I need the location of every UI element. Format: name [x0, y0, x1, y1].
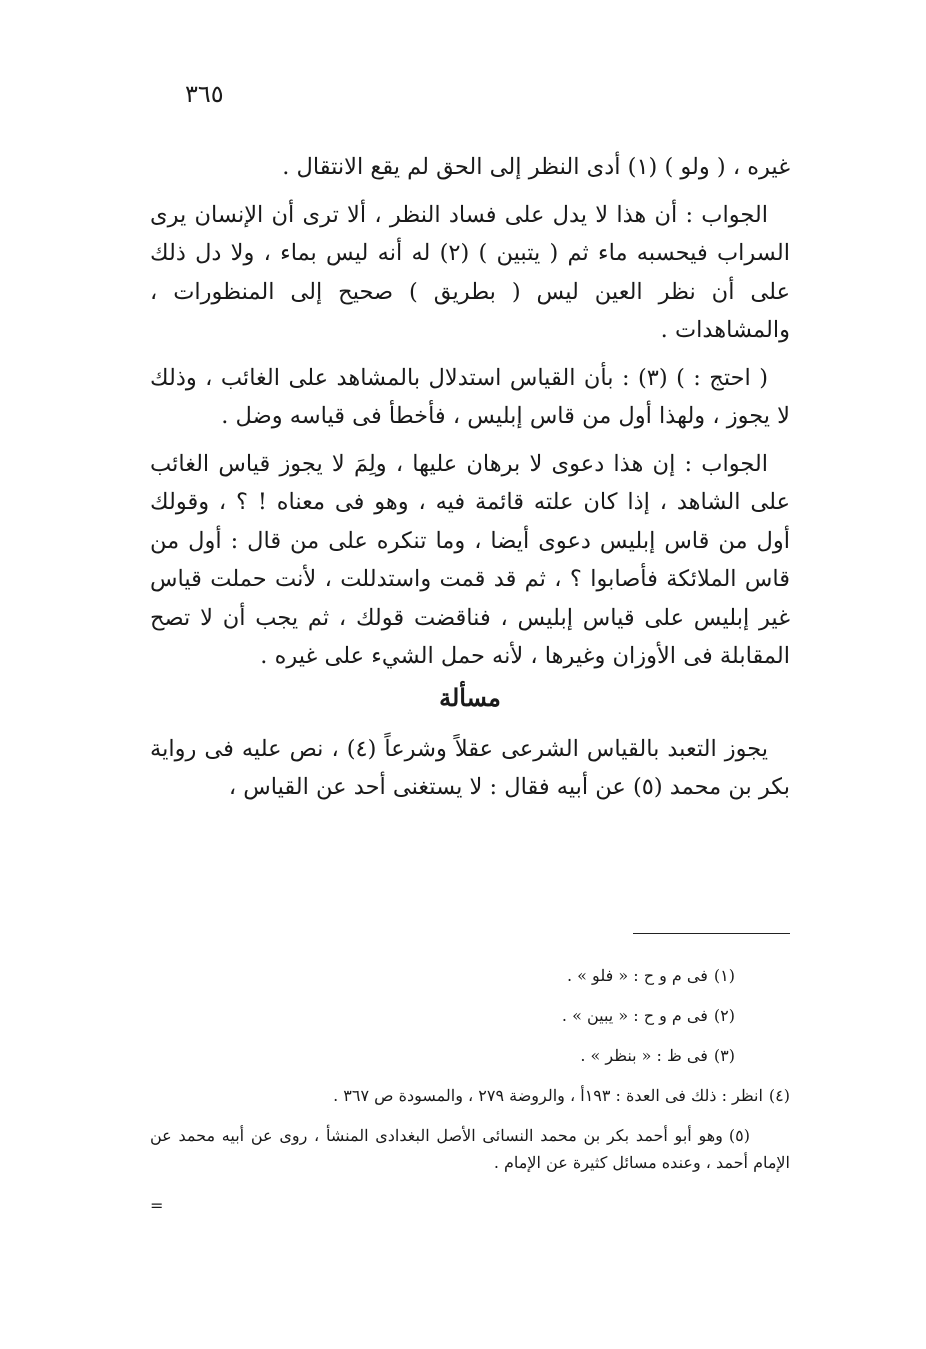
footnote-text: فى ظ : « بنظر » . — [580, 1046, 708, 1065]
footnote-number: (٢) — [713, 1006, 735, 1025]
paragraph: الجواب : أن هذا لا يدل على فساد النظر ، ألا ترى أن الإنسان يرى السراب فيحسبه ماء ثم ( يتبين ) (٢) له أنه ليس بماء ، ولا دل ذلك على أن نظر العين ليس ( بطريق ) صحيح إلى المنظورات ، والمشاهدات . — [150, 201, 790, 343]
footnote-number: (٣) — [713, 1046, 735, 1065]
footnote — [150, 1042, 790, 1069]
page-number: ٣٦٥ — [185, 80, 224, 108]
footnote-text: فى م و ح : « فلو » . — [567, 966, 708, 985]
section-paragraph: يجوز التعبد بالقياس الشرعى عقلاً وشرعاً (٤) ، نص عليه فى رواية بكر بن محمد (٥) عن أبيه فقال : لا يستغنى أحد عن القياس ، — [150, 735, 790, 800]
footnote — [150, 1002, 790, 1029]
footnotes — [150, 962, 790, 1215]
footnote-number: (١) — [713, 966, 735, 985]
footnote — [150, 1082, 790, 1109]
paragraph: الجواب : إن هذا دعوى لا برهان عليها ، ولِمَ لا يجوز قياس الغائب على الشاهد ، إذا كان علته قائمة فيه ، وهو فى معناه ! ؟ ، وقولك أول من قاس إبليس دعوى أيضا ، وما تنكره على من قال : أول من قاس الملائكة فأصابوا ؟ ، ثم قد قمت واستدللت ، لأنت حملت قياس غير إبليس على قياس إبليس ، فناقضت قولك ، ثم يجب أن لا تصح المقابلة فى الأوزان وغيرها ، لأنه حمل الشيء على غيره . — [150, 450, 790, 669]
footnote-text: انظر : ذلك فى العدة : ١٩٣أ ، والروضة ٢٧٩ ، والمسودة ص ٣٦٧ . — [333, 1086, 763, 1105]
footnote-text: فى م و ح : « يبين » . — [561, 1006, 708, 1025]
footnote-text: وهو أبو أحمد بكر بن محمد النسائى الأصل البغدادى المنشأ ، روى عن أبيه محمد عن الإمام أحمد ، وعنده مسائل كثيرة عن الإمام . — [150, 1126, 790, 1172]
footnote-separator — [633, 933, 790, 934]
section-heading: مسألة — [439, 682, 501, 712]
footnote — [150, 1122, 790, 1176]
footnote — [150, 962, 790, 989]
paragraph: ( احتج : ) (٣) : بأن القياس استدلال بالمشاهد على الغائب ، وذلك لا يجوز ، ولهذا أول من قاس إبليس ، فأخطأ فى قياسه وضل . — [150, 364, 790, 429]
footnote-number: (٥) — [728, 1126, 751, 1145]
continuation-mark: = — [150, 1196, 164, 1215]
footnote-number: (٤) — [768, 1086, 790, 1105]
main-text — [150, 148, 790, 807]
paragraph: غيره ، ( ولو ) (١) أدى النظر إلى الحق لم يقع الانتقال . — [282, 154, 790, 180]
